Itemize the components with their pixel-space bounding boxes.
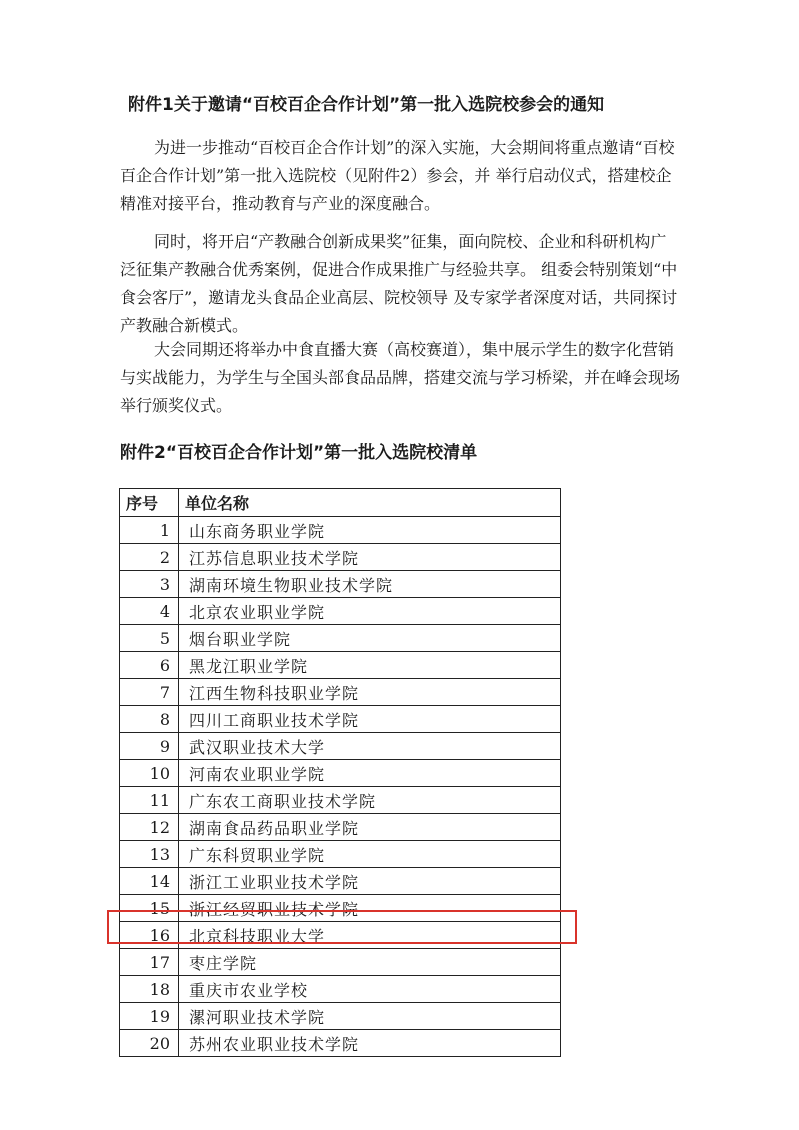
column-header-number: 序号	[120, 489, 179, 517]
row-number: 9	[120, 733, 179, 760]
row-number: 19	[120, 1003, 179, 1030]
row-number: 17	[120, 949, 179, 976]
paragraph-1: 为进一步推动“百校百企合作计划”的深入实施，大会期间将重点邀请“百校百企合作计划”第一批入选院校（见附件2）参会，并 举行启动仪式，搭建校企精准对接平台，推动教育与产业的深度融合。	[120, 138, 675, 213]
table-row	[120, 544, 561, 571]
attachment2-title: 附件2“百校百企合作计划”第一批入选院校清单	[120, 443, 478, 463]
table-row	[120, 598, 561, 625]
table-row	[120, 814, 561, 841]
table-row	[120, 787, 561, 814]
table-row	[120, 1003, 561, 1030]
row-number: 15	[120, 895, 179, 922]
row-number: 16	[120, 922, 179, 949]
table-row	[120, 760, 561, 787]
row-number: 1	[120, 517, 179, 544]
table-row	[120, 976, 561, 1003]
table-row	[120, 949, 561, 976]
institution-name: 江西生物科技职业学院	[179, 679, 561, 706]
institution-name: 北京科技职业大学	[179, 922, 561, 949]
institution-name: 黑龙江职业学院	[179, 652, 561, 679]
table-header-row	[120, 489, 561, 517]
institution-name: 武汉职业技术大学	[179, 733, 561, 760]
institution-name: 烟台职业学院	[179, 625, 561, 652]
row-number: 10	[120, 760, 179, 787]
institution-name: 山东商务职业学院	[179, 517, 561, 544]
institution-name: 苏州农业职业技术学院	[179, 1030, 561, 1057]
institution-table	[119, 488, 561, 1057]
row-number: 14	[120, 868, 179, 895]
highlight-box-row-15	[107, 910, 577, 944]
table-row	[120, 652, 561, 679]
institution-name: 枣庄学院	[179, 949, 561, 976]
table-row	[120, 1030, 561, 1057]
institution-name: 江苏信息职业技术学院	[179, 544, 561, 571]
column-header-name: 单位名称	[179, 489, 561, 517]
attachment1-title: 附件1关于邀请“百校百企合作计划”第一批入选院校参会的通知	[128, 95, 605, 115]
table-row	[120, 733, 561, 760]
row-number: 11	[120, 787, 179, 814]
row-number: 2	[120, 544, 179, 571]
institution-name: 广东科贸职业学院	[179, 841, 561, 868]
institution-name: 湖南环境生物职业技术学院	[179, 571, 561, 598]
institution-name: 漯河职业技术学院	[179, 1003, 561, 1030]
row-number: 12	[120, 814, 179, 841]
institution-name: 河南农业职业学院	[179, 760, 561, 787]
institution-name: 浙江工业职业技术学院	[179, 868, 561, 895]
institution-name: 重庆市农业学校	[179, 976, 561, 1003]
row-number: 13	[120, 841, 179, 868]
table-row	[120, 706, 561, 733]
institution-name: 浙江经贸职业技术学院	[179, 895, 561, 922]
row-number: 4	[120, 598, 179, 625]
row-number: 3	[120, 571, 179, 598]
table-row	[120, 868, 561, 895]
row-number: 8	[120, 706, 179, 733]
institution-name: 湖南食品药品职业学院	[179, 814, 561, 841]
row-number: 6	[120, 652, 179, 679]
institution-name: 北京农业职业学院	[179, 598, 561, 625]
paragraph-2: 同时，将开启“产教融合创新成果奖”征集，面向院校、企业和科研机构广泛征集产教融合优秀案例，促进合作成果推广与经验共享。 组委会特别策划“中食会客厅”，邀请龙头食品企业高层、院校领导 及专家学者深度对话，共同探讨产教融合新模式。	[120, 232, 678, 335]
table-row	[120, 571, 561, 598]
paragraph-3: 大会同期还将举办中食直播大赛（高校赛道），集中展示学生的数字化营销与实战能力，为学生与全国头部食品品牌，搭建交流与学习桥梁，并在峰会现场举行颁奖仪式。	[120, 340, 681, 415]
row-number: 20	[120, 1030, 179, 1057]
row-number: 18	[120, 976, 179, 1003]
table-row	[120, 679, 561, 706]
institution-name: 四川工商职业技术学院	[179, 706, 561, 733]
row-number: 7	[120, 679, 179, 706]
table-body	[120, 517, 561, 1057]
table-row	[120, 625, 561, 652]
table-row	[120, 841, 561, 868]
row-number: 5	[120, 625, 179, 652]
table-row	[120, 517, 561, 544]
institution-name: 广东农工商职业技术学院	[179, 787, 561, 814]
